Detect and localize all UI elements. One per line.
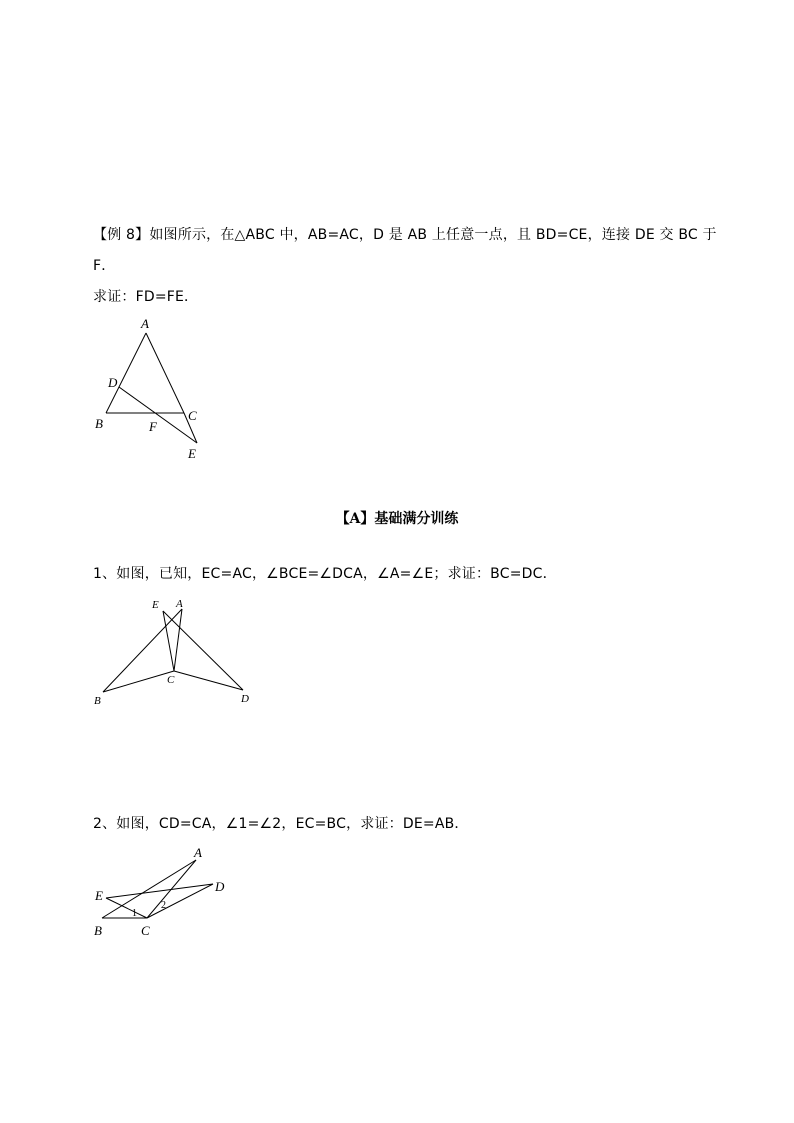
- label-E: E: [95, 888, 103, 903]
- label-A: A: [194, 845, 202, 860]
- label-B: B: [94, 923, 102, 938]
- example8-statement: 【例 8】如图所示，在△ABC 中，AB=AC，D 是 AB 上任意一点，且 BD=CE，连接 DE 交 BC 于: [93, 227, 717, 243]
- label-B: B: [94, 695, 101, 707]
- segment-CD: [147, 884, 213, 918]
- label-D: D: [241, 693, 249, 705]
- section-title: 【A】基础满分训练: [335, 511, 459, 527]
- label-D: D: [215, 879, 225, 894]
- example8-statement-cont: F．: [93, 258, 116, 274]
- angle-2-label: 2: [161, 900, 166, 911]
- label-E: E: [188, 446, 196, 461]
- label-F: F: [149, 419, 157, 434]
- label-C: C: [141, 923, 150, 938]
- label-A: A: [141, 316, 149, 331]
- angle-1-label: 1: [132, 908, 137, 919]
- segment-EC: [106, 898, 147, 918]
- segment-ED: [106, 884, 213, 898]
- label-C: C: [167, 674, 175, 686]
- problem1-statement: 1、如图，已知，EC=AC，∠BCE=∠DCA，∠A=∠E；求证：BC=DC．: [93, 566, 557, 582]
- label-E: E: [152, 599, 159, 611]
- label-A: A: [176, 598, 183, 610]
- problem2-statement: 2、如图，CD=CA，∠1=∠2，EC=BC，求证：DE=AB．: [93, 816, 469, 832]
- example8-prove: 求证：FD=FE．: [93, 289, 199, 305]
- label-B: B: [95, 416, 103, 431]
- label-C: C: [188, 408, 197, 423]
- label-D: D: [108, 375, 118, 390]
- segment-BA: [102, 860, 196, 918]
